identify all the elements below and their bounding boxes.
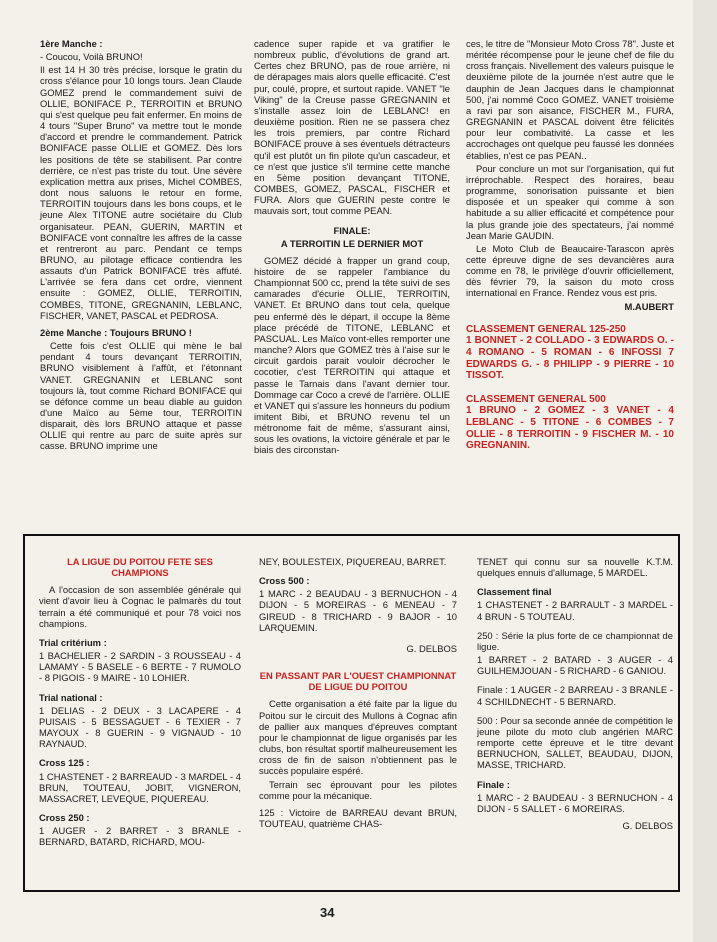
ranking-list: 1 BRUNO - 2 GOMEZ - 3 VANET - 4 LEBLANC - 5 TITONE - 6 COMBES - 7 OLLIE - 8 TERROITIN - 9 FISCHER M. - 10 GREGNANIN. [466,405,674,452]
box-column-1 [39,556,241,849]
paragraph: A l'occasion de son assemblée générale qui vient d'avoir lieu à Cognac le palmarès du tout terrain a été communiqué et pour 78 voici nos champions. [39,584,241,629]
ranking-list: 1 BONNET - 2 COLLADO - 3 EDWARDS O. - 4 ROMANO - 5 ROMAN - 6 INFOSSI 7 EDWARDS G. - 8 PHILIPP - 9 PIERRE - 10 TISSOT. [466,335,674,382]
article-column-2 [254,38,450,458]
author-signature: M.AUBERT [624,300,674,312]
ranking-125-250 [466,324,674,382]
author-signature: G. DELBOS [622,819,673,831]
result-list: 1 DELIAS - 2 DEUX - 3 LACAPERE - 4 PUISAIS - 5 BESSAGUET - 6 TEXIER - 7 MAYOUX - 8 GUERIN - 9 VIGNAUD - 10 RAYNAUD. [39,704,241,750]
paragraph: Finale : 1 AUGER - 2 BARREAU - 3 BRANLE - 4 SCHILDNECHT - 5 BERNARD. [477,684,673,707]
section-heading-2: 2ème Manche : Toujours BRUNO ! [40,326,192,338]
result-list: NEY, BOULESTEIX, PIQUEREAU, BARRET. [259,556,447,567]
box-column-2 [259,556,457,831]
paragraph: ces, le titre de "Monsieur Moto Cross 78". Juste et méritée récompense pour le jeune chef de file du cross français. Nivellement des valeurs puisque le deuxième pilote de la journée n'est autre que le dauphin de Jean Jacques dans le championnat 500, j'ai nommé Coco GOMEZ. VANET troisième a ravi par son aisance, FISCHER M., FURA, GREGNANIN et PASCAL doivent être félicités pour leur combativité. La casse et les accrochages ont quelque peu faussé les données établies, n'est ce pas PEAN.. [466,38,674,161]
category-heading: Trial critérium : [39,636,107,648]
category-heading: Cross 250 : [39,811,90,823]
result-list: 1 CHASTENET - 2 BARREAUD - 3 MARDEL - 4 BRUN, TOUTEAU, JOBIT, VIGNERON, MASSACRET, LEVEQUE, PIQUEREAU. [39,770,241,804]
box-title: EN PASSANT PAR L'OUEST CHAMPIONNAT DE LIGUE DU POITOU [259,670,457,693]
paragraph: Pour conclure un mot sur l'organisation, qui fut irréprochable. Respect des horaires, beau programme, sonorisation puissante et bien disposée et un speaker qui comme à son habitude a su allier efficacité et compétence pour la plus grande joie des spectateurs, j'ai nommé Jean Marie GAUDIN. [466,162,674,241]
category-heading: Cross 500 : [259,575,310,587]
result-list: 1 AUGER - 2 BARRET - 3 BRANLE - BERNARD, BATARD, RICHARD, MOU- [39,825,241,848]
paragraph: Le Moto Club de Beaucaire-Tarascon après cette épreuve digne de ses devancières aura comme en 78, le privilège d'ouvrir officiellement, dès février 79, la saison du moto cross international en France. Rendez vous est pris. [466,242,674,299]
category-heading: Finale : [477,778,510,790]
paragraph: cadence super rapide et va gratifier le nombreux public, d'évolutions de grand art. Certes chez BRUNO, pas de roue arrière, ni de dérapages mais alors quelle efficacité. C'est pur, coulé, propre, et surtout rapide. VANET "le Viking" de la Creuse passe GREGNANIN et s'installe assez loin de LEBLANC! en deuxième position. Rien ne se passera chez les trois premiers, par contre Richard BONIFACE prouve à ses éventuels détracteurs qu'il est plutôt un fin pilote qu'un cascadeur, et ce n'est que justice s'il termine cette manche en 5ème position devançant TITONE, COMBES, GOMEZ, PASCAL, FISCHER et FURA. Alors que GUERIN peste contre le mauvais sort, tout comme PEAN. [254,38,450,217]
category-heading: Classement final [477,586,552,598]
author-signature: G. DELBOS [406,642,457,654]
paragraph: - Coucou, Voilà BRUNO! [40,51,143,63]
paragraph: TENET qui connu sur sa nouvelle K.T.M. quelques ennuis d'allumage, 5 MARDEL. [477,556,673,579]
box-column-3 [477,556,673,833]
article-column-3 [466,38,674,452]
ranking-title: CLASSEMENT GENERAL 125-250 [466,323,626,335]
bottom-box [23,534,680,892]
ranking-500 [466,394,674,452]
ranking-title: CLASSEMENT GENERAL 500 [466,393,606,405]
section-heading-1: 1ère Manche : [40,38,103,49]
paragraph: Terrain sec éprouvant pour les pilotes comme pour la mécanique. [259,778,457,801]
result-list: 1 MARC - 2 BEAUDAU - 3 BERNUCHON - 4 DIJON - 5 MOREIRAS - 6 MENEAU - 7 GIREUD - 8 TRICHARD - 9 BAJOR - 10 LARQUEMIN. [259,588,457,633]
paragraph: 250 : Série la plus forte de ce championnat de ligue. [477,629,673,652]
result-list: 1 MARC - 2 BAUDEAU - 3 BERNUCHON - 4 DIJON - 5 SALLET - 6 MOREIRAS. [477,791,673,814]
box-title: LA LIGUE DU POITOU FETE SES CHAMPIONS [67,556,213,579]
paragraph: Il est 14 H 30 très précise, lorsque le gratin du cross s'élance pour 10 longs tours. Jean Claude GOMEZ prend le commandement suivi de OLLIE, BONIFACE P., TERROITIN et BRUNO qui s'est quelque peu fait enfermer. En moins de 4 tours "Super Bruno" va mettre tout le monde d'accord et prendre le commandement. Patrick BONIFACE passe OLLIE et GOMEZ. Dès lors les positions de tête se stabilisent. Par contre derrière, ce n'est pas triste du tout. Une sévère explication mettra aux prises, Michel COMBES, dont nous saluons le retour en forme, TERROITIN toujours dans les bons coups, et le jeune Alex TITONE autre sociétaire du Club organisateur. PEAN, GUERIN, MARTIN et BONIFACE vont connaître les affres de la casse et rentreront au parc. Pendant ce temps BRUNO, au pilotage efficace contiendra les assauts d'un Patrick BONIFACE très affuté. L'arrivée se fera dans cet ordre, viennent ensuite : GOMEZ, OLLIE, TERROITIN, COMBES, TITONE, GREGNANIN, LEBLANC, FISCHER, VANET, PASCAL et PEDROSA. [40,64,242,321]
paragraph: GOMEZ décidé à frapper un grand coup, histoire de se rappeler l'ambiance du Championnat 500 cc, prend la tête suivi de ses camarades d'écurie OLLIE, TERROITIN, VANET. Et BRUNO dans tout cela, quelque peu enfermé dès le départ, il occupe la 8ème place précédé de TITONE, LEBLANC et PASCUAL. Les Maïco vont-elles remporter une manche? Alors que GOMEZ très à l'aise sur le circuit gardois parait vouloir décrocher le cocotier, c'est TERROITIN qui attaque et passe le Tarnais dans l'avant dernier tour. Dommage car Coco a crevé de l'arrière. OLLIE et VANET qui s'assure les honneurs du podium imitent Bibi, et BRUNO revenu tel un métronome fait de même, s'assurant ainsi, sous les ovations, la victoire générale et par le biais des circonstan- [254,254,450,456]
category-heading: Trial national : [39,691,103,703]
page-edge [693,0,717,942]
result-list: 1 BACHELIER - 2 SARDIN - 3 ROUSSEAU - 4 LAMAMY - 5 BASELE - 6 BERTE - 7 RUMOLO - 8 PIGOIS - 9 MAIRE - 10 LOHIER. [39,650,241,684]
result-list: 1 BARRET - 2 BATARD - 3 AUGER - 4 GUILHEMJOUAN - 5 RICHARD - 6 GANIOU. [477,654,673,677]
finale-title: A TERROITIN LE DERNIER MOT [280,237,424,249]
paragraph: 125 : Victoire de BARREAU devant BRUN, TOUTEAU, quatrième CHAS- [259,806,457,829]
paragraph: 500 : Pour sa seconde année de compétition le jeune pilote du moto club angérien MARC remporte cette épreuve et le titre devant BERNUCHON, SALLET, BEAUDAU, DIJON, MASSE, TRICHARD. [477,714,673,771]
paragraph: Cette organisation a été faite par la ligue du Poitou sur le circuit des Mullons à Cognac afin de pallier aux manques d'épreuves comptant pour le championnat de ligue organisés par les clubs, bon résultat sportif malheureusement les cross de fin de saison n'obtiennent pas le succès populaire espéré. [259,698,457,777]
article-column-1 [40,38,242,454]
paragraph: Cette fois c'est OLLIE qui mène le bal pendant 4 tours devançant TERROITIN, BRUNO visiblement à l'affût, et l'étonnant VANET. GREGNANIN et LEBLANC sont toujours là, tout comme Richard BONIFACE qui se défonce comme un beau diable au guidon d'une Maïco au 5ème tour, TERROITIN disparait, dès lors BRUNO attaque et passe OLLIE qui rentre au parc de suite après sur casse. BRUNO imprime une [40,340,242,452]
result-list: 1 CHASTENET - 2 BARRAULT - 3 MARDEL - 4 BRUN - 5 TOUTEAU. [477,599,673,622]
category-heading: Cross 125 : [39,757,90,769]
page-number: 34 [320,905,335,920]
finale-label: FINALE: [333,224,371,236]
